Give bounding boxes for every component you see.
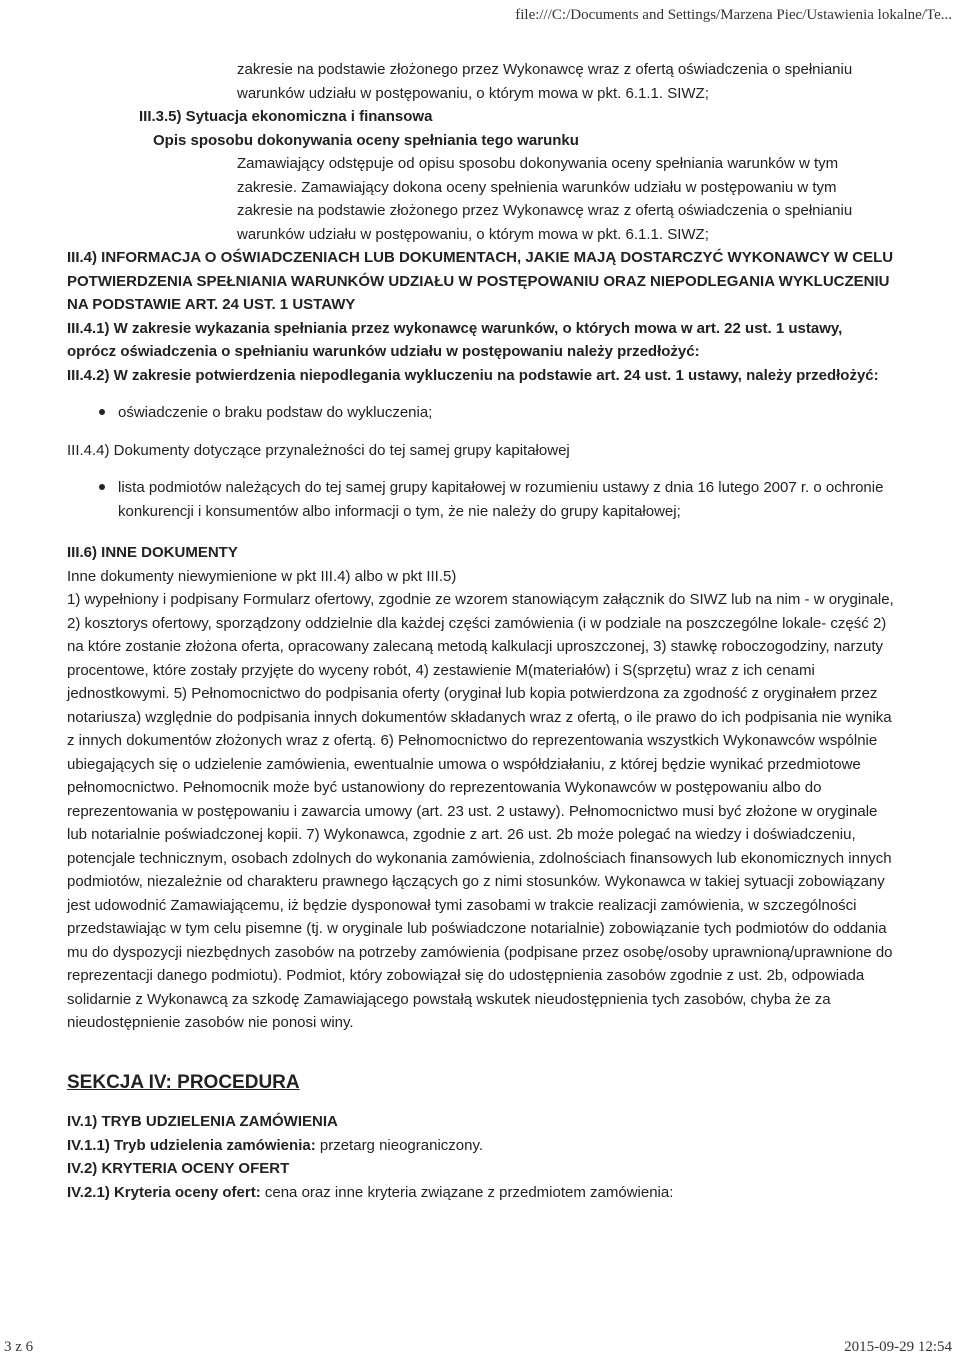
value-iv-1-1: przetarg nieograniczony. xyxy=(319,1136,484,1154)
heading-opis-sposobu-text: Opis sposobu dokonywania oceny spełniania tego warunku xyxy=(153,131,579,149)
heading-iv-2: IV.2) KRYTERIA OCENY OFERT xyxy=(67,1160,290,1177)
print-datetime: 2015-09-29 12:54 xyxy=(844,1339,952,1355)
list-item: lista podmiotów należących do tej samej grupy kapitałowej w rozumieniu ustawy z dnia 16 lutego 2007 r. o ochronie konkurencji i konsumentów albo informacji o tym, że nie należy do grupy kapitałowej; xyxy=(67,476,895,523)
section-iv-title: SEKCJA IV: PROCEDURA xyxy=(67,1071,300,1093)
heading-iii-4-4: III.4.4) Dokumenty dotyczące przynależności do tej samej grupy kapitałowej xyxy=(67,441,570,459)
list-iii-4-2 xyxy=(67,401,895,425)
heading-iii-4-1: III.4.1) W zakresie wykazania spełniania przez wykonawcę warunków, o których mowa w art. 22 ust. 1 ustawy, oprócz oświadczenia o spełnianiu warunków udziału w postępowaniu należy przedłożyć: xyxy=(67,319,843,360)
heading-iii-3-5 xyxy=(139,105,895,129)
document-content xyxy=(67,58,895,1204)
paragraph-zamawiajacy-a: Zamawiający odstępuje od opisu sposobu dokonywania oceny spełniania warunków w tym zakresie. xyxy=(237,155,839,196)
subheading-iii-6: Inne dokumenty niewymienione w pkt III.4) albo w pkt III.5) xyxy=(67,567,457,585)
paragraph-zamawiajacy xyxy=(67,152,895,246)
paragraph-iii-6-body: 1) wypełniony i podpisany Formularz ofertowy, zgodnie ze wzorem stanowiącym załącznik do SIWZ lub na nim - w oryginale, 2) kosztorys ofertowy, sporządzony oddzielnie dla każdej części zamówienia (i w podziale na poszczególne lokale- część 2) na które zostanie złożona oferta, opracowany zalecaną metodą kalkulacji uproszczonej, 3) stawkę roboczogodziny, narzuty procentowe, które zostały przyjęte do wyceny robót, 4) zestawienie M(materiałów) i S(sprzętu) wraz z ich cenami jednostkowymi. 5) Pełnomocnictwo do podpisania oferty (oryginał lub kopia potwierdzona za zgodność z oryginałem przez notariusza) względnie do podpisania innych dokumentów składanych wraz z ofertą, o ile prawo do ich podpisania nie wynika z innych dokumentów złożonych wraz z ofertą. 6) Pełnomocnictwo do reprezentowania wszystkich Wykonawców wspólnie ubiegających się o udzielenie zamówienia, ewentualnie umowa o współdziałaniu, z której będzie wynikać przedmiotowe pełnomocnictwo. Pełnomocnik może być ustanowiony do reprezentowania Wykonawców w postępowaniu albo do reprezentowania w postępowaniu i zawarcia umowy (art. 23 ust. 2 ustawy). Pełnomocnictwo musi być złożone w oryginale lub notarialnie poświadczonej kopii. 7) Wykonawca, zgodnie z art. 26 ust. 2b może polegać na wiedzy i doświadczeniu, potencjale technicznym, osobach zdolnych do wykonania zamówienia, zdolnościach finansowych lub ekonomicznych innych podmiotów, niezależnie od charakteru prawnego łączących go z nimi stosunków. Wykonawca w takiej sytuacji zobowiązany jest udowodnić Zamawiającemu, iż będzie dysponował tymi zasobami w trakcie realizacji zamówienia, w szczególności przedstawiając w tym celu pisemne (tj. w oryginale lub poświadczone notarialnie) zobowiązanie tych podmiotów do oddania mu do dyspozycji niezbędnych zasobów na potrzeby zamówienia (podpisane przez osobę/osoby uprawnioną/uprawnione do reprezentacji danego podmiotu). Podmiot, który zobowiązał się do udostępnienia zasobów zgodnie z ust. 2b, odpowiada solidarnie z Wykonawcą za szkodę Zamawiającego powstałą wskutek nieudostępnienia tych zasobów, chyba że za nieudostępnienie zasobów nie ponosi winy. xyxy=(67,591,894,1031)
heading-iii-4-2: III.4.2) W zakresie potwierdzenia niepodlegania wykluczeniu na podstawie art. 24 ust. 1 ustawy, należy przedłożyć: xyxy=(67,366,879,384)
row-iv-1-1 xyxy=(67,1134,895,1158)
heading-opis-sposobu xyxy=(153,129,895,153)
paragraph-zamawiajacy-b: Zamawiający dokona oceny spełnienia warunków udziału w postępowaniu w tym zakresie na podstawie złożonego przez Wykonawcę wraz z ofertą oświadczenia o spełnianiu warunków udziału w postępowaniu, o którym mowa w pkt. 6.1.1. SIWZ; xyxy=(237,178,853,243)
list-item: oświadczenie o braku podstaw do wykluczenia; xyxy=(67,401,895,425)
row-iv-2-1 xyxy=(67,1181,895,1205)
heading-iii-6: III.6) INNE DOKUMENTY xyxy=(67,544,238,561)
label-iv-2-1: IV.2.1) Kryteria oceny ofert: xyxy=(67,1183,261,1201)
print-header-path: file:///C:/Documents and Settings/Marzena Piec/Ustawienia lokalne/Te... xyxy=(515,7,952,23)
value-iv-2-1: cena oraz inne kryteria związane z przedmiotem zamówienia: xyxy=(264,1183,674,1201)
heading-iv-1: IV.1) TRYB UDZIELENIA ZAMÓWIENIA xyxy=(67,1113,338,1130)
list-iii-4-4 xyxy=(67,476,895,523)
heading-iii-3-5-text: III.3.5) Sytuacja ekonomiczna i finansowa xyxy=(139,108,433,125)
heading-iii-4: III.4) INFORMACJA O OŚWIADCZENIACH LUB DOKUMENTACH, JAKIE MAJĄ DOSTARCZYĆ WYKONAWCY W CELU POTWIERDZENIA SPEŁNIANIA WARUNKÓW UDZIAŁU W POSTĘPOWANIU ORAZ NIEPODLEGANIA WYKLUCZENIU NA PODSTAWIE ART. 24 UST. 1 USTAWY xyxy=(67,249,894,313)
page-counter: 3 z 6 xyxy=(4,1339,34,1355)
paragraph-warunki-1: zakresie na podstawie złożonego przez Wykonawcę wraz z ofertą oświadczenia o spełnianiu warunków udziału w postępowaniu, o którym mowa w pkt. 6.1.1. SIWZ; xyxy=(237,61,853,102)
label-iv-1-1: IV.1.1) Tryb udzielenia zamówienia: xyxy=(67,1136,316,1154)
